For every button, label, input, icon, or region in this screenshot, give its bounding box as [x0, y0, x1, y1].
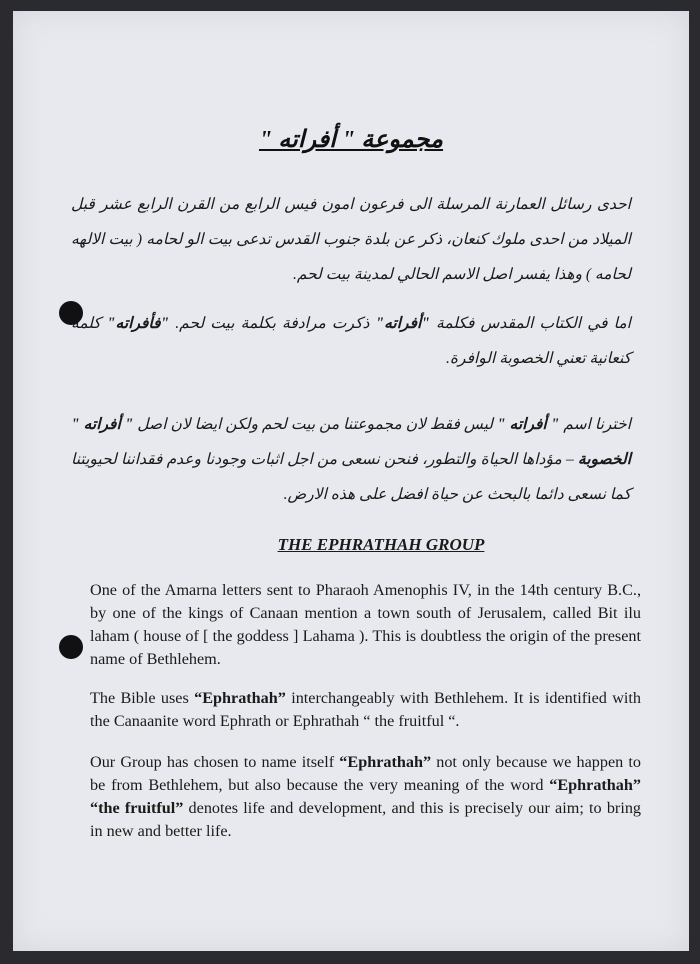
arabic-paragraph-2: اما في الكتاب المقدس فكلمة "أفراته" ذكرت مرادفة بكلمة بيت لحم. "فأفراته" كلمة كنعانية تعني الخصوبة الوافرة.: [71, 315, 631, 367]
arabic-title: مجموعة " أفراته ": [258, 127, 444, 153]
english-paragraph-3: Our Group has chosen to name itself “Ephrathah” not only because we happen to be from Bethlehem, but also because the very meaning of the word “Ephrathah” “the fruitful” denotes life and development, and this is precisely our aim; to bring in new and better life.: [90, 753, 642, 840]
english-title: THE EPHRATHAH GROUP: [277, 535, 485, 554]
document-page: [13, 11, 689, 951]
arabic-paragraph-3: اخترنا اسم " أفراته " ليس فقط لان مجموعتنا من بيت لحم ولكن ايضا لان اصل " أفراته " الخصوبة – مؤداها الحياة والتطور، فنحن نسعى من اجل اثبات وجودنا وعدم فقداننا لحيويتنا كما نسعى دائما بالبحث عن حياة افضل على هذه الارض.: [71, 416, 631, 503]
english-paragraph-2: The Bible uses “Ephrathah” interchangeably with Bethlehem. It is identified with the Canaanite word Ephrath or Ephrathah “ the fruitful “.: [90, 689, 641, 730]
punch-hole: [59, 635, 83, 659]
english-paragraph-1: One of the Amarna letters sent to Pharaoh Amenophis IV, in the 14th century B.C., by one of the kings of Canaan mention a town south of Jerusalem, called Bit ilu laham ( house of [ the goddess ] Lahama ). This is doubtless the origin of the present name of Bethlehem.: [90, 581, 641, 668]
arabic-paragraph-1: احدى رسائل العمارنة المرسلة الى فرعون امون فيس الرابع من القرن الرابع عشر قبل الميلاد من احدى ملوك كنعان، ذكر عن بلدة جنوب القدس تدعى بيت الو لحامه ( بيت الالهه لحامه ) وهذا يفسر اصل الاسم الحالي لمدينة بيت لحم.: [71, 196, 631, 283]
